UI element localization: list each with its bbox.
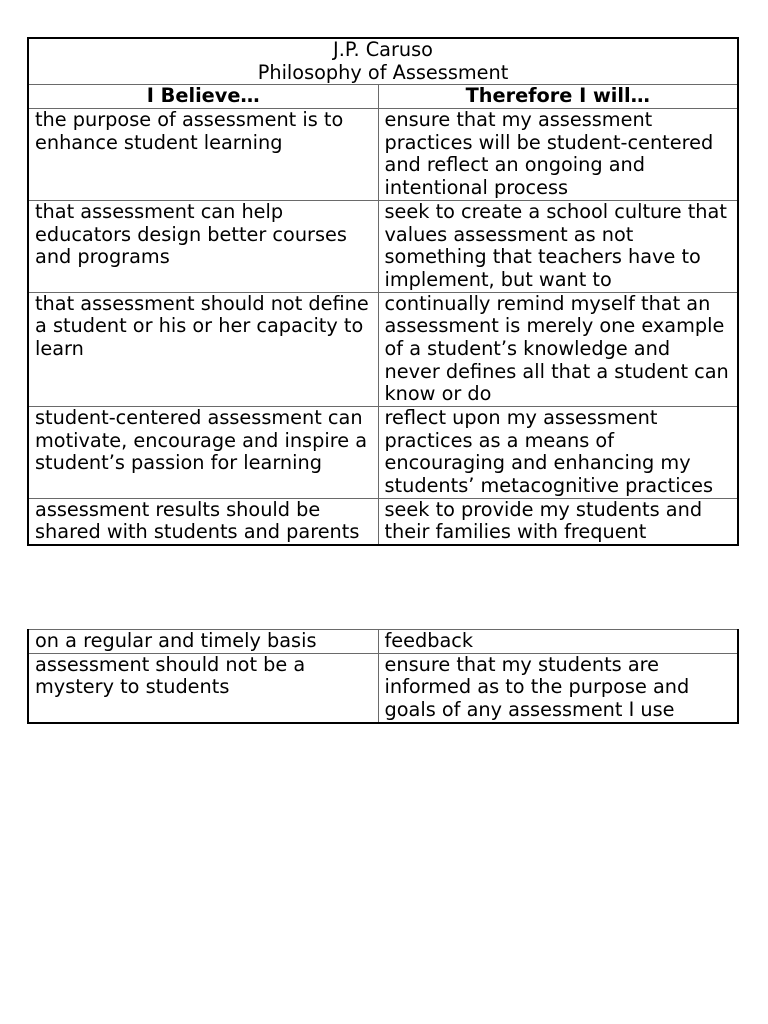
- cell-text-line: motivate, encourage and inspire a: [35, 428, 368, 452]
- document-subtitle: Philosophy of Assessment: [257, 60, 509, 84]
- cell-text-line: shared with students and parents: [35, 520, 360, 544]
- title-row: [28, 38, 738, 85]
- philosophy-table-continued-body: [28, 630, 738, 723]
- cell-text-line: something that teachers have to: [384, 245, 701, 269]
- belief-cell: [28, 498, 378, 545]
- belief-cell: [28, 292, 378, 406]
- cell-text-line: intentional process: [384, 176, 569, 200]
- cell-text-line: a student or his or her capacity to: [35, 314, 364, 338]
- cell-text-line: implement, but want to: [384, 267, 612, 291]
- action-cell: [378, 407, 738, 499]
- cell-text-line: practices as a means of: [384, 428, 615, 452]
- action-cell: [378, 109, 738, 201]
- belief-cell: [28, 653, 378, 723]
- cell-text-line: student-centered assessment can: [35, 406, 363, 429]
- action-cell: [378, 498, 738, 545]
- cell-text-line: feedback: [384, 629, 474, 652]
- action-cell: [378, 630, 738, 654]
- column-header-label: I Believe…: [146, 84, 260, 108]
- column-header-will: [378, 85, 738, 109]
- cell-text-line: goals of any assessment I use: [384, 698, 675, 722]
- cell-text-line: informed as to the purpose and: [384, 675, 690, 699]
- cell-text-line: of a student’s knowledge and: [384, 336, 671, 360]
- cell-text-line: student’s passion for learning: [35, 451, 322, 475]
- table-row: [28, 498, 738, 545]
- belief-cell: [28, 630, 378, 654]
- cell-text-line: the purpose of assessment is to: [35, 108, 344, 132]
- cell-text-line: encouraging and enhancing my: [384, 451, 691, 475]
- cell-text-line: reflect upon my assessment: [384, 406, 658, 429]
- cell-text-line: never defines all that a student can: [384, 359, 729, 383]
- cell-text-line: practices will be student-centered: [384, 130, 714, 154]
- column-header-believe: [28, 85, 378, 109]
- cell-text-line: continually remind myself that an: [384, 292, 711, 315]
- cell-text-line: and programs: [35, 245, 170, 269]
- belief-cell: [28, 200, 378, 292]
- cell-text-line: students’ metacognitive practices: [384, 474, 714, 498]
- cell-text-line: assessment is merely one example: [384, 314, 725, 338]
- cell-text-line: enhance student learning: [35, 130, 283, 154]
- cell-text-line: seek to provide my students and: [384, 498, 703, 521]
- cell-text-line: ensure that my students are: [384, 653, 660, 676]
- action-cell: [378, 292, 738, 406]
- cell-text-line: mystery to students: [35, 675, 230, 699]
- philosophy-table-continued: [27, 629, 739, 724]
- cell-text-line: learn: [35, 336, 84, 360]
- cell-text-line: values assessment as not: [384, 222, 634, 246]
- cell-text-line: ensure that my assessment: [384, 108, 653, 132]
- table-row: [28, 109, 738, 201]
- action-cell: [378, 653, 738, 723]
- cell-text-line: their families with frequent: [384, 520, 647, 544]
- column-header-label: Therefore I will…: [465, 84, 650, 108]
- table-row: [28, 630, 738, 654]
- philosophy-table-body: [28, 109, 738, 546]
- header-row: [28, 85, 738, 109]
- belief-cell: [28, 109, 378, 201]
- cell-text-line: know or do: [384, 382, 492, 406]
- action-cell: [378, 200, 738, 292]
- belief-cell: [28, 407, 378, 499]
- author-name: J.P. Caruso: [333, 38, 433, 61]
- document-title: [28, 38, 738, 85]
- cell-text-line: on a regular and timely basis: [35, 629, 317, 652]
- cell-text-line: educators design better courses: [35, 222, 347, 246]
- cell-text-line: and reflect an ongoing and: [384, 153, 646, 177]
- table-row: [28, 653, 738, 723]
- cell-text-line: that assessment should not define: [35, 292, 369, 315]
- cell-text-line: that assessment can help: [35, 200, 284, 223]
- cell-text-line: seek to create a school culture that: [384, 200, 727, 223]
- table-row: [28, 407, 738, 499]
- cell-text-line: assessment should not be a: [35, 653, 306, 676]
- table-row: [28, 200, 738, 292]
- cell-text-line: assessment results should be: [35, 498, 321, 521]
- philosophy-table: [27, 37, 739, 546]
- table-row: [28, 292, 738, 406]
